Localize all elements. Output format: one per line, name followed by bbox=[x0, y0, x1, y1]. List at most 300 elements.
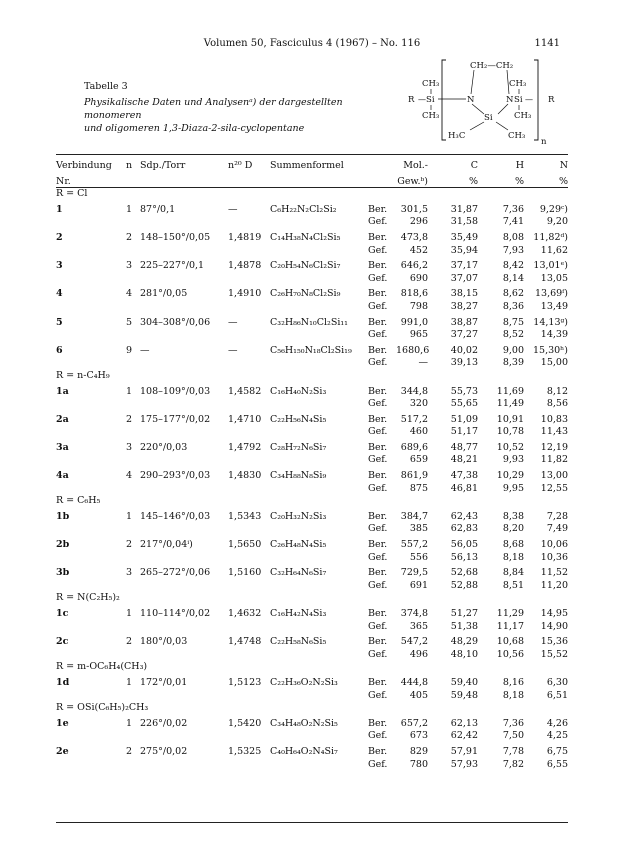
n-value: 3 bbox=[125, 260, 133, 272]
found-c: 31,58 bbox=[450, 216, 478, 228]
found-label: Gef. bbox=[368, 758, 388, 770]
calc-n: 6,30 bbox=[546, 676, 568, 688]
empty-cell bbox=[140, 398, 228, 411]
table-row bbox=[56, 633, 568, 649]
empty-cell bbox=[228, 216, 270, 229]
refractive-index: 1,5650 bbox=[228, 539, 262, 551]
found-c: 62,42 bbox=[450, 730, 478, 742]
calc-h: 10,52 bbox=[496, 441, 524, 453]
found-n: 11,62 bbox=[540, 244, 568, 256]
found-h: 8,39 bbox=[502, 357, 524, 369]
empty-cell bbox=[140, 690, 228, 703]
refractive-index: — bbox=[228, 316, 238, 328]
empty-cell bbox=[118, 552, 140, 565]
found-mol-weight: 690 bbox=[409, 272, 428, 284]
found-c: 56,13 bbox=[450, 551, 478, 563]
found-mol-weight: 691 bbox=[409, 579, 428, 591]
found-n: 12,55 bbox=[540, 482, 568, 494]
found-n: 14,90 bbox=[540, 620, 568, 632]
col-head-n-unit: % bbox=[558, 175, 568, 187]
calc-c: 62,43 bbox=[450, 510, 478, 522]
calc-mol-weight: 861,9 bbox=[400, 470, 428, 482]
calc-h: 8,84 bbox=[502, 567, 524, 579]
empty-cell bbox=[140, 357, 228, 370]
boiling-point: 172°/0,01 bbox=[140, 676, 188, 688]
n-value: 3 bbox=[125, 441, 133, 453]
calc-mol-weight: 444,8 bbox=[400, 676, 428, 688]
col-head-nd: n²⁰ D bbox=[228, 160, 253, 171]
found-mol-weight: 875 bbox=[409, 482, 428, 494]
calc-n: 8,12 bbox=[546, 385, 568, 397]
empty-cell bbox=[228, 580, 270, 593]
found-n: 13,49 bbox=[540, 300, 568, 312]
found-h: 8,14 bbox=[502, 272, 524, 284]
calc-h: 9,00 bbox=[502, 344, 524, 356]
calc-n: 13,69ᶠ) bbox=[534, 288, 568, 300]
formula-ch3-left-bottom: CH₃ bbox=[422, 111, 440, 121]
calc-h: 8,16 bbox=[502, 676, 524, 688]
found-mol-weight: — bbox=[418, 357, 428, 369]
calc-mol-weight: 517,2 bbox=[400, 413, 428, 425]
compound-id: 6 bbox=[56, 344, 63, 356]
empty-cell bbox=[56, 301, 118, 314]
empty-cell bbox=[56, 580, 118, 593]
found-mol-weight: 780 bbox=[409, 758, 428, 770]
empty-cell bbox=[56, 357, 118, 370]
calc-n: 13,01ᵉ) bbox=[533, 260, 568, 272]
empty-cell bbox=[118, 690, 140, 703]
empty-cell bbox=[228, 245, 270, 258]
empty-cell bbox=[118, 759, 140, 772]
table-row bbox=[56, 314, 568, 330]
table-row bbox=[56, 690, 568, 703]
empty-cell bbox=[118, 216, 140, 229]
n-value: 1 bbox=[125, 676, 133, 688]
calc-c: 31,87 bbox=[450, 203, 478, 215]
found-mol-weight: 460 bbox=[409, 426, 428, 438]
col-head-bp: Sdp./Torr bbox=[140, 160, 186, 171]
formula-n-right: N bbox=[506, 95, 514, 105]
empty-cell bbox=[228, 759, 270, 772]
formula-r-left: R bbox=[408, 95, 415, 105]
empty-cell bbox=[140, 523, 228, 536]
empty-cell bbox=[270, 580, 368, 593]
n-value: 1 bbox=[125, 385, 133, 397]
calc-label: Ber. bbox=[368, 203, 388, 215]
compound-id: 4 bbox=[56, 288, 63, 300]
boiling-point: 145–146°/0,03 bbox=[140, 510, 211, 522]
empty-cell bbox=[118, 426, 140, 439]
found-h: 8,18 bbox=[502, 689, 524, 701]
empty-cell bbox=[118, 454, 140, 467]
n-value: 1 bbox=[125, 717, 133, 729]
refractive-index: — bbox=[228, 344, 238, 356]
calc-c: 40,02 bbox=[450, 344, 478, 356]
empty-cell bbox=[118, 621, 140, 634]
empty-cell bbox=[140, 483, 228, 496]
calc-label: Ber. bbox=[368, 316, 388, 328]
compound-id: 3a bbox=[56, 441, 69, 453]
found-label: Gef. bbox=[368, 398, 388, 410]
found-c: 59,48 bbox=[450, 689, 478, 701]
calc-h: 10,68 bbox=[496, 636, 524, 648]
empty-cell bbox=[56, 483, 118, 496]
empty-cell bbox=[228, 301, 270, 314]
calc-c: 56,05 bbox=[450, 539, 478, 551]
table-row bbox=[56, 715, 568, 731]
molecular-formula: C₂₂H₅₈N₆Si₅ bbox=[270, 636, 327, 648]
calc-h: 8,38 bbox=[502, 510, 524, 522]
calc-h: 8,42 bbox=[502, 260, 524, 272]
found-label: Gef. bbox=[368, 454, 388, 466]
calc-label: Ber. bbox=[368, 567, 388, 579]
table-row bbox=[56, 552, 568, 565]
empty-cell bbox=[228, 357, 270, 370]
calc-mol-weight: 818,6 bbox=[400, 288, 428, 300]
group-label: R = N(C₂H₅)₂ bbox=[56, 592, 120, 604]
calc-c: 52,68 bbox=[450, 567, 478, 579]
boiling-point: 290–293°/0,03 bbox=[140, 470, 211, 482]
found-c: 38,27 bbox=[450, 300, 478, 312]
empty-cell bbox=[228, 523, 270, 536]
empty-cell bbox=[140, 426, 228, 439]
table-row bbox=[56, 342, 568, 358]
svg-text:—: — bbox=[525, 95, 533, 104]
formula-ch3-right-top: CH₃ bbox=[509, 79, 527, 89]
n-value: 2 bbox=[125, 539, 133, 551]
empty-cell bbox=[228, 621, 270, 634]
empty-cell bbox=[140, 759, 228, 772]
calc-label: Ber. bbox=[368, 717, 388, 729]
calc-label: Ber. bbox=[368, 344, 388, 356]
calc-c: 48,77 bbox=[450, 441, 478, 453]
table-row bbox=[56, 508, 568, 524]
calc-h: 7,36 bbox=[502, 203, 524, 215]
found-c: 48,21 bbox=[450, 454, 478, 466]
found-n: 4,25 bbox=[546, 730, 568, 742]
empty-cell bbox=[140, 273, 228, 286]
calc-mol-weight: 547,2 bbox=[400, 636, 428, 648]
found-n: 14,39 bbox=[540, 329, 568, 341]
group-row bbox=[56, 702, 568, 715]
table-row bbox=[56, 605, 568, 621]
found-h: 7,50 bbox=[502, 730, 524, 742]
found-c: 37,07 bbox=[450, 272, 478, 284]
calc-label: Ber. bbox=[368, 260, 388, 272]
compound-id: 2a bbox=[56, 413, 69, 425]
empty-cell bbox=[56, 523, 118, 536]
found-label: Gef. bbox=[368, 689, 388, 701]
found-mol-weight: 405 bbox=[409, 689, 428, 701]
compound-id: 1a bbox=[56, 385, 69, 397]
n-value: 2 bbox=[125, 413, 133, 425]
table-row bbox=[56, 483, 568, 496]
rule-top bbox=[56, 154, 568, 155]
calc-n: 7,28 bbox=[546, 510, 568, 522]
empty-cell bbox=[56, 552, 118, 565]
found-c: 37,27 bbox=[450, 329, 478, 341]
group-label: R = Cl bbox=[56, 188, 88, 200]
refractive-index: 1,4819 bbox=[228, 231, 262, 243]
found-label: Gef. bbox=[368, 551, 388, 563]
col-head-c-unit: % bbox=[468, 175, 478, 187]
refractive-index: 1,4582 bbox=[228, 385, 262, 397]
found-n: 9,20 bbox=[546, 216, 568, 228]
empty-cell bbox=[118, 329, 140, 342]
empty-cell bbox=[270, 759, 368, 772]
found-c: 51,17 bbox=[450, 426, 478, 438]
compound-id: 1e bbox=[56, 717, 69, 729]
formula-r-right: R bbox=[548, 95, 555, 105]
data-table bbox=[56, 157, 568, 771]
n-value: 1 bbox=[125, 203, 133, 215]
n-value: 1 bbox=[125, 510, 133, 522]
page-number: 1141 bbox=[534, 38, 560, 49]
calc-mol-weight: 301,5 bbox=[400, 203, 428, 215]
empty-cell bbox=[56, 454, 118, 467]
table-row bbox=[56, 743, 568, 759]
calc-n: 13,00 bbox=[540, 470, 568, 482]
calc-n: 15,30ʰ) bbox=[532, 344, 568, 356]
found-label: Gef. bbox=[368, 620, 388, 632]
empty-cell bbox=[270, 398, 368, 411]
calc-h: 7,36 bbox=[502, 717, 524, 729]
found-label: Gef. bbox=[368, 523, 388, 535]
table-caption bbox=[84, 80, 384, 135]
group-row bbox=[56, 188, 568, 201]
calc-c: 51,09 bbox=[450, 413, 478, 425]
refractive-index: — bbox=[228, 203, 238, 215]
group-label: R = C₆H₅ bbox=[56, 495, 101, 507]
refractive-index: 1,4792 bbox=[228, 441, 262, 453]
calc-label: Ber. bbox=[368, 636, 388, 648]
compound-id: 1b bbox=[56, 510, 70, 522]
empty-cell bbox=[56, 245, 118, 258]
boiling-point: 220°/0,03 bbox=[140, 441, 188, 453]
found-label: Gef. bbox=[368, 482, 388, 494]
table-row bbox=[56, 329, 568, 342]
table-row bbox=[56, 245, 568, 258]
svg-text:—: — bbox=[418, 95, 426, 104]
molecular-formula: C₁₆H₄₂N₄Si₃ bbox=[270, 608, 327, 619]
found-n: 10,36 bbox=[540, 551, 568, 563]
table-row bbox=[56, 257, 568, 273]
table-row bbox=[56, 357, 568, 370]
boiling-point: 225–227°/0,1 bbox=[140, 260, 205, 272]
calc-mol-weight: 729,5 bbox=[400, 567, 428, 579]
found-h: 11,49 bbox=[496, 398, 524, 410]
refractive-index: 1,4878 bbox=[228, 260, 262, 272]
calc-mol-weight: 557,2 bbox=[400, 539, 428, 551]
found-h: 7,82 bbox=[502, 758, 524, 770]
empty-cell bbox=[270, 273, 368, 286]
compound-id: 3 bbox=[56, 260, 63, 272]
calc-h: 11,69 bbox=[496, 385, 524, 397]
empty-cell bbox=[118, 523, 140, 536]
calc-n: 11,82ᵈ) bbox=[533, 231, 568, 243]
rule-bottom bbox=[56, 822, 568, 823]
empty-cell bbox=[118, 301, 140, 314]
table-row bbox=[56, 398, 568, 411]
molecular-formula: C₂₆H₇₀N₈Cl₂Si₉ bbox=[270, 288, 341, 300]
found-label: Gef. bbox=[368, 730, 388, 742]
found-n: 8,56 bbox=[546, 398, 568, 410]
empty-cell bbox=[228, 483, 270, 496]
refractive-index: 1,5343 bbox=[228, 510, 262, 522]
empty-cell bbox=[118, 245, 140, 258]
empty-cell bbox=[140, 216, 228, 229]
found-h: 8,36 bbox=[502, 300, 524, 312]
table-row bbox=[56, 759, 568, 772]
found-n: 15,00 bbox=[540, 357, 568, 369]
compound-id: 5 bbox=[56, 316, 63, 328]
found-label: Gef. bbox=[368, 357, 388, 369]
molecular-formula: C₁₄H₃₈N₄Cl₂Si₅ bbox=[270, 231, 341, 243]
calc-c: 48,29 bbox=[450, 636, 478, 648]
table-row bbox=[56, 273, 568, 286]
found-mol-weight: 496 bbox=[409, 648, 428, 660]
refractive-index: 1,4710 bbox=[228, 413, 262, 425]
calc-h: 10,91 bbox=[496, 413, 524, 425]
boiling-point: — bbox=[140, 344, 150, 356]
molecular-formula: C₆H₂₂N₂Cl₂Si₂ bbox=[270, 203, 337, 215]
compound-id: 2c bbox=[56, 636, 69, 648]
refractive-index: 1,4830 bbox=[228, 470, 262, 482]
col-head-mol: Mol.- bbox=[403, 160, 428, 171]
molecular-formula: C₃₂H₆₄N₆Si₇ bbox=[270, 567, 327, 579]
col-head-n: n bbox=[125, 160, 133, 171]
calc-c: 51,27 bbox=[450, 608, 478, 619]
formula-ch3-right-bottom: CH₃ bbox=[514, 111, 532, 121]
n-value: 1 bbox=[125, 608, 133, 619]
calc-c: 35,49 bbox=[450, 231, 478, 243]
calc-mol-weight: 344,8 bbox=[400, 385, 428, 397]
molecular-formula: C₄₀H₆₄O₂N₄Si₇ bbox=[270, 745, 338, 757]
table-row bbox=[56, 523, 568, 536]
empty-cell bbox=[118, 649, 140, 662]
empty-cell bbox=[56, 329, 118, 342]
refractive-index: 1,5123 bbox=[228, 676, 262, 688]
empty-cell bbox=[228, 649, 270, 662]
calc-h: 8,75 bbox=[502, 316, 524, 328]
table-row bbox=[56, 439, 568, 455]
calc-label: Ber. bbox=[368, 510, 388, 522]
n-value: 2 bbox=[125, 231, 133, 243]
group-row bbox=[56, 661, 568, 674]
table-title: Tabelle 3 bbox=[84, 81, 128, 92]
found-n: 11,20 bbox=[540, 579, 568, 591]
empty-cell bbox=[228, 454, 270, 467]
empty-cell bbox=[228, 552, 270, 565]
molecular-formula: C₂₂H₅₆N₄Si₅ bbox=[270, 413, 327, 425]
calc-mol-weight: 384,7 bbox=[400, 510, 428, 522]
col-head-nr: Nr. bbox=[56, 175, 71, 187]
calc-h: 8,68 bbox=[502, 539, 524, 551]
calc-label: Ber. bbox=[368, 385, 388, 397]
empty-cell bbox=[56, 759, 118, 772]
empty-cell bbox=[270, 329, 368, 342]
structural-formula bbox=[408, 58, 558, 146]
found-n: 6,51 bbox=[546, 689, 568, 701]
calc-n: 12,19 bbox=[540, 441, 568, 453]
table-header bbox=[56, 157, 568, 188]
found-c: 39,13 bbox=[450, 357, 478, 369]
found-n: 13,05 bbox=[540, 272, 568, 284]
formula-si-center: Si bbox=[484, 113, 493, 123]
empty-cell bbox=[270, 730, 368, 743]
found-mol-weight: 452 bbox=[409, 244, 428, 256]
group-label: R = OSi(C₆H₅)₂CH₃ bbox=[56, 702, 149, 714]
found-n: 15,52 bbox=[540, 648, 568, 660]
boiling-point: 175–177°/0,02 bbox=[140, 413, 211, 425]
compound-id: 2e bbox=[56, 745, 69, 757]
found-h: 11,17 bbox=[496, 620, 524, 632]
compound-id: 2b bbox=[56, 539, 70, 551]
calc-label: Ber. bbox=[368, 676, 388, 688]
formula-ch3-left-top: CH₃ bbox=[422, 79, 440, 89]
calc-n: 15,36 bbox=[540, 636, 568, 648]
table-row bbox=[56, 201, 568, 217]
empty-cell bbox=[56, 216, 118, 229]
calc-h: 8,08 bbox=[502, 231, 524, 243]
group-row bbox=[56, 495, 568, 508]
empty-cell bbox=[270, 245, 368, 258]
n-value: 4 bbox=[125, 288, 133, 300]
n-value: 2 bbox=[125, 745, 133, 757]
molecular-formula: C₃₄H₄₈O₂N₂Si₅ bbox=[270, 717, 338, 729]
boiling-point: 87°/0,1 bbox=[140, 203, 176, 215]
calc-c: 38,87 bbox=[450, 316, 478, 328]
table-row bbox=[56, 454, 568, 467]
caption-line-2: und oligomeren 1,3-Diaza-2-sila-cyclopentane bbox=[84, 123, 305, 134]
molecular-formula: C₃₄H₈₈N₈Si₉ bbox=[270, 470, 327, 482]
empty-cell bbox=[270, 216, 368, 229]
calc-h: 11,29 bbox=[496, 608, 524, 619]
boiling-point: 304–308°/0,06 bbox=[140, 316, 211, 328]
empty-cell bbox=[118, 730, 140, 743]
empty-cell bbox=[140, 245, 228, 258]
group-label: R = n-C₄H₉ bbox=[56, 369, 110, 381]
calc-label: Ber. bbox=[368, 745, 388, 757]
refractive-index: 1,4910 bbox=[228, 288, 262, 300]
empty-cell bbox=[140, 329, 228, 342]
group-row bbox=[56, 370, 568, 383]
formula-h3c: H₃C bbox=[448, 131, 466, 141]
group-row bbox=[56, 592, 568, 605]
calc-c: 57,91 bbox=[450, 745, 478, 757]
table-row bbox=[56, 411, 568, 427]
table-row bbox=[56, 216, 568, 229]
table-row bbox=[56, 580, 568, 593]
table-row bbox=[56, 536, 568, 552]
calc-label: Ber. bbox=[368, 413, 388, 425]
table-row bbox=[56, 621, 568, 634]
empty-cell bbox=[228, 273, 270, 286]
found-h: 10,56 bbox=[496, 648, 524, 660]
empty-cell bbox=[228, 398, 270, 411]
calc-h: 7,78 bbox=[502, 745, 524, 757]
calc-n: 14,95 bbox=[540, 608, 568, 619]
boiling-point: 180°/0,03 bbox=[140, 636, 188, 648]
calc-mol-weight: 689,6 bbox=[400, 441, 428, 453]
col-head-n-pct: N bbox=[559, 160, 568, 171]
found-label: Gef. bbox=[368, 216, 388, 228]
found-mol-weight: 673 bbox=[409, 730, 428, 742]
found-mol-weight: 556 bbox=[409, 551, 428, 563]
calc-n: 4,26 bbox=[546, 717, 568, 729]
calc-c: 59,40 bbox=[450, 676, 478, 688]
found-h: 9,95 bbox=[502, 482, 524, 494]
